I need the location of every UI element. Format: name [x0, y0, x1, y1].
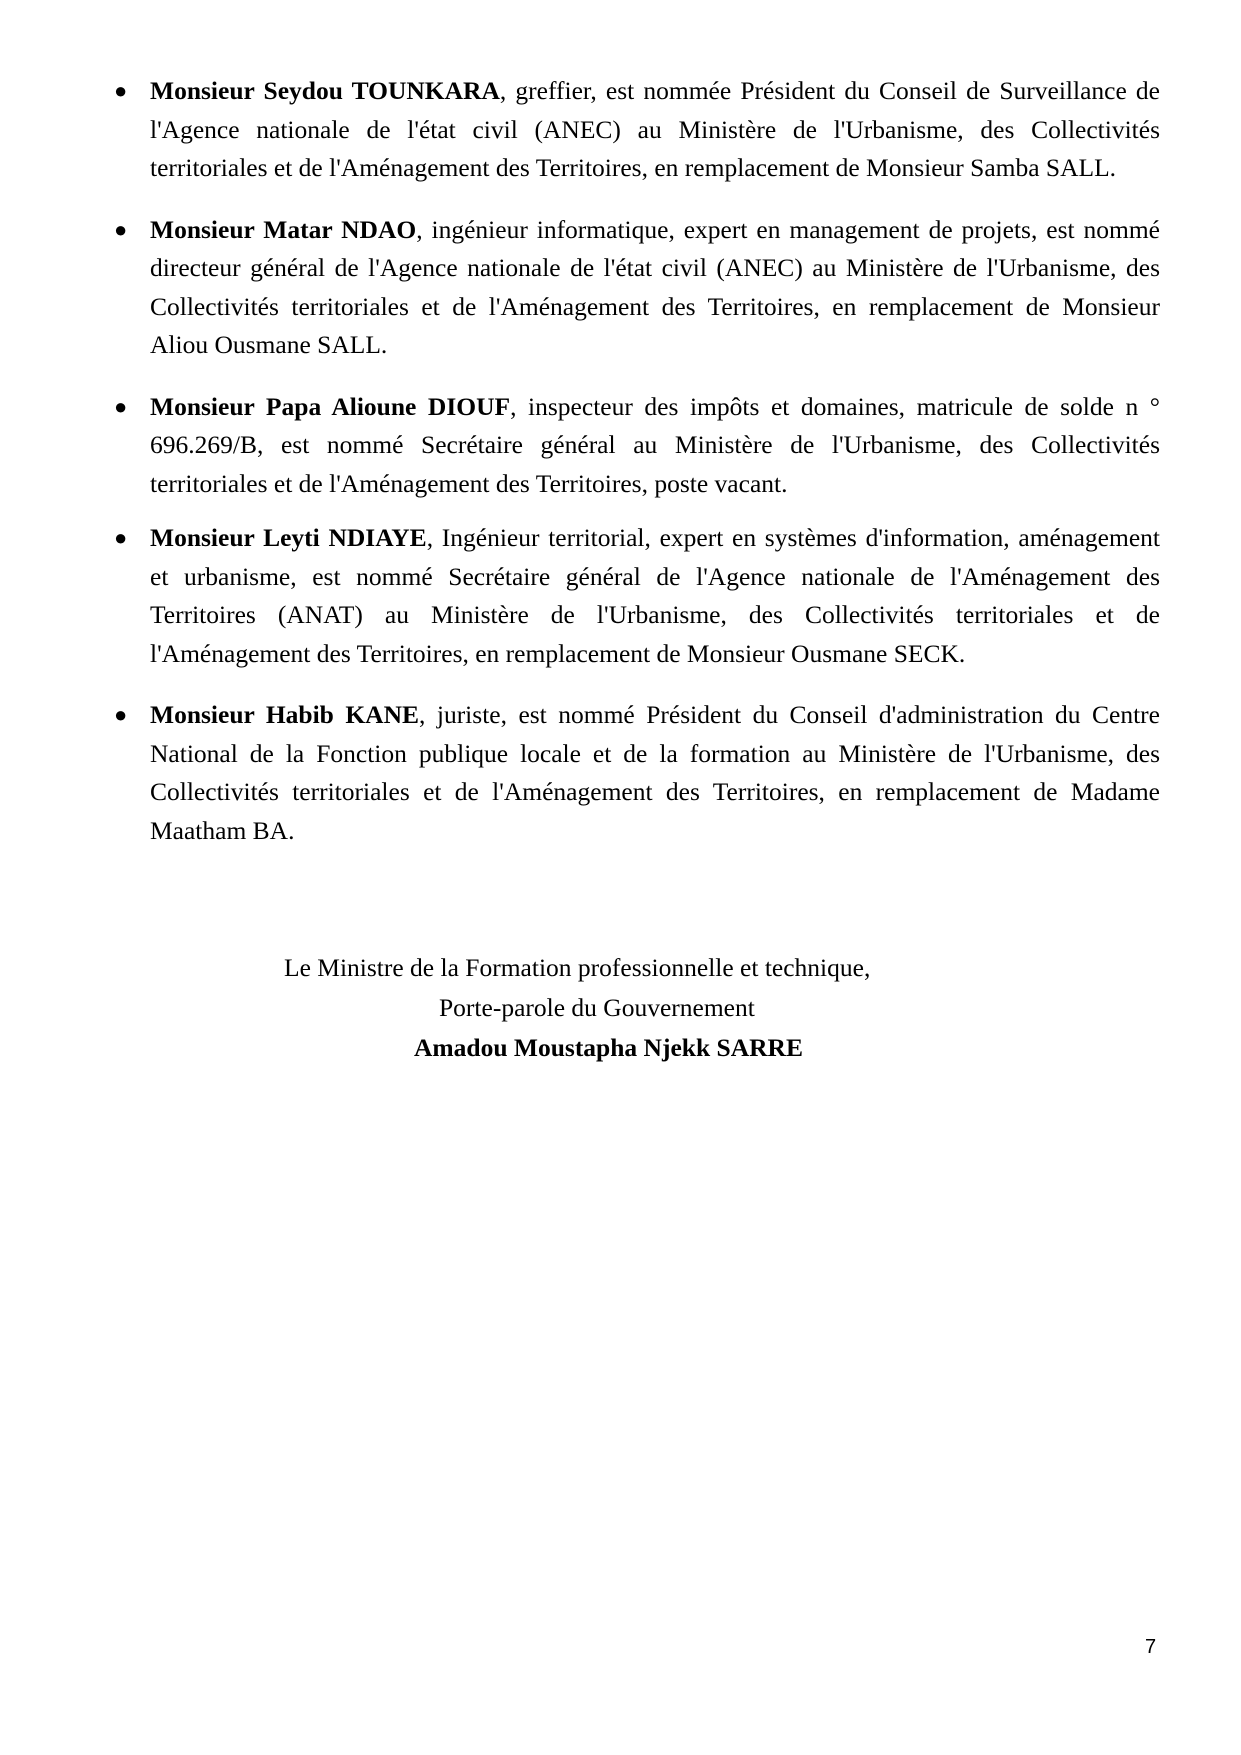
page-number: 7 [1145, 1636, 1157, 1658]
bullet-icon: ● [114, 216, 128, 242]
signatory-title: Porte-parole du Gouvernement [439, 993, 755, 1022]
appointment-item [114, 696, 1160, 850]
bullet-icon: ● [114, 78, 128, 103]
appointee-name: Monsieur Matar NDAO [150, 214, 417, 244]
signatory-role: Le Ministre de la Formation professionnelle et technique, [284, 953, 871, 982]
bullet-icon: ● [114, 393, 128, 419]
appointment-text: , inspecteur des impôts et domaines, matricule de solde n ° 696.269/B, est nommé Secrétaire général au Ministère de l'Urbanisme, des Collectivités territoriales et de l'Aménagement des Territoires, poste vacant. [150, 391, 1160, 498]
appointment-item [114, 211, 1160, 365]
appointment-item [114, 388, 1160, 504]
appointment-item [114, 519, 1160, 673]
appointee-name: Monsieur Papa Alioune DIOUF [150, 391, 511, 421]
appointment-text: , juriste, est nommé Président du Conseil d'administration du Centre National de la Fonction publique locale et de la formation au Ministère de l'Urbanisme, des Collectivités territoriales et de l'Aménagement des Territoires, en remplacement de Madame Maatham BA. [150, 700, 1160, 845]
appointment-text: , ingénieur informatique, expert en management de projets, est nommé directeur général de l'Agence nationale de l'état civil (ANEC) au Ministère de l'Urbanisme, des Collectivités territoriales et de l'Aménagement des Territoires, en remplacement de Monsieur Aliou Ousmane SALL. [150, 214, 1160, 359]
appointment-text: , greffier, est nommée Président du Conseil de Surveillance de l'Agence nationale de l'état civil (ANEC) au Ministère de l'Urbanisme, des Collectivités territoriales et de l'Aménagement des Territoires, en remplacement de Monsieur Samba SALL. [150, 76, 1161, 182]
appointments-list [114, 72, 1161, 873]
appointee-name: Monsieur Habib KANE [150, 700, 420, 729]
signatory-name: Amadou Moustapha Njekk SARRE [414, 1033, 803, 1062]
appointment-item [114, 72, 1161, 188]
bullet-icon: ● [114, 525, 128, 550]
signature-block [0, 948, 1241, 1068]
bullet-icon: ● [114, 702, 128, 727]
appointment-text: , Ingénieur territorial, expert en systèmes d'information, aménagement et urbanisme, est nommé Secrétaire général de l'Agence nationale de l'Aménagement des Territoires (ANAT) au Ministère de l'Urbanisme, des Collectivités territoriales et de l'Aménagement des Territoires, en remplacement de Monsieur Ousmane SECK. [150, 523, 1160, 668]
appointee-name: Monsieur Leyti NDIAYE [150, 523, 427, 552]
appointee-name: Monsieur Seydou TOUNKARA [150, 76, 500, 105]
